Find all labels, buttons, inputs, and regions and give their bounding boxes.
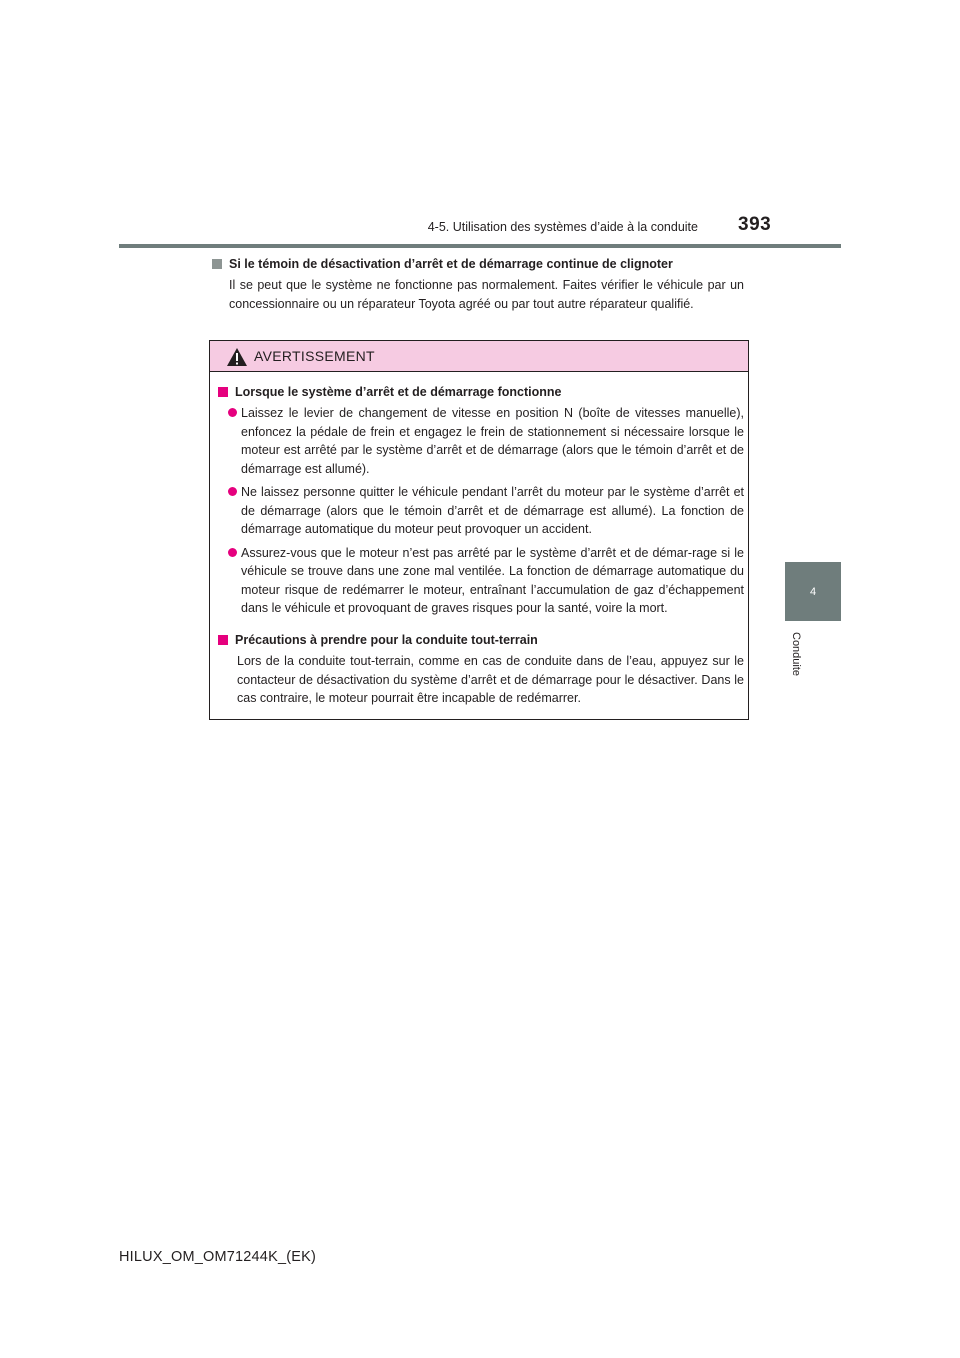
bullet-item xyxy=(218,483,744,539)
warning-section-1-heading-text: Lorsque le système d’arrêt et de démarrage fonctionne xyxy=(235,385,562,399)
warning-header xyxy=(210,341,748,372)
gray-square-icon xyxy=(212,259,222,269)
main-section xyxy=(212,255,744,313)
bullet-text: Laissez le levier de changement de vitesse en position N (boîte de vitesses manuelle), enfoncez la pédale de frein et engagez le frein de stationnement si nécessaire lorsque le moteur est arrêté par le système d’arrêt et de démarrage (alors que le témoin d’arrêt et de démarrage est allumé). xyxy=(241,406,744,476)
chapter-number: 4 xyxy=(809,585,817,598)
chapter-tab xyxy=(785,562,841,621)
magenta-square-icon xyxy=(218,387,228,397)
bullet-dot-icon xyxy=(228,487,237,496)
main-body: Il se peut que le système ne fonctionne pas normalement. Faites vérifier le véhicule par un concessionnaire ou un réparateur Toyota agréé ou par tout autre réparateur qualifié. xyxy=(229,278,744,311)
warning-section-2 xyxy=(218,631,744,708)
document-id: HILUX_OM_OM71244K_(EK) xyxy=(119,1249,317,1265)
magenta-square-icon xyxy=(218,635,228,645)
warning-section-2-heading-text: Précautions à prendre pour la conduite tout-terrain xyxy=(235,633,538,647)
bullet-dot-icon xyxy=(228,548,237,557)
warning-section-1 xyxy=(218,383,744,618)
chapter-label: Conduite xyxy=(790,632,802,677)
warning-triangle-icon xyxy=(226,347,248,367)
warning-title: AVERTISSEMENT xyxy=(254,348,375,364)
bullet-dot-icon xyxy=(228,408,237,417)
warning-section-2-heading xyxy=(218,631,744,649)
header-section-title: 4-5. Utilisation des systèmes d’aide à la conduite xyxy=(427,220,698,234)
bullet-item xyxy=(218,404,744,478)
warning-box xyxy=(209,340,749,720)
main-heading-text: Si le témoin de désactivation d’arrêt et de démarrage continue de clignoter xyxy=(229,257,673,271)
bullet-item xyxy=(218,544,744,618)
warning-section-2-body: Lors de la conduite tout-terrain, comme en cas de conduite dans de l’eau, appuyez sur le contacteur de désactivation du système d’arrêt et de démarrage pour le désactiver. Dans le cas contraire, le moteur pourrait être incapable de redémarrer. xyxy=(237,654,744,705)
page-number: 393 xyxy=(738,214,772,235)
main-heading xyxy=(212,255,744,273)
warning-section-1-heading xyxy=(218,383,744,401)
header-rule xyxy=(119,244,841,248)
bullet-text: Ne laissez personne quitter le véhicule pendant l’arrêt du moteur par le système d’arrêt et de démarrage (alors que le témoin d’arrêt et de démarrage est allumé). La fonction de démarrage automatique du moteur peut provoquer un accident. xyxy=(241,485,744,536)
bullet-text: Assurez-vous que le moteur n’est pas arrêté par le système d’arrêt et de démar-rage si le véhicule se trouve dans une zone mal ventilée. La fonction de démarrage automatique du moteur risque de redémarrer le moteur, entraînant l’accumulation de gaz d’échappement dans le véhicule et provoquant de graves risques pour la santé, voire la mort. xyxy=(241,545,744,615)
